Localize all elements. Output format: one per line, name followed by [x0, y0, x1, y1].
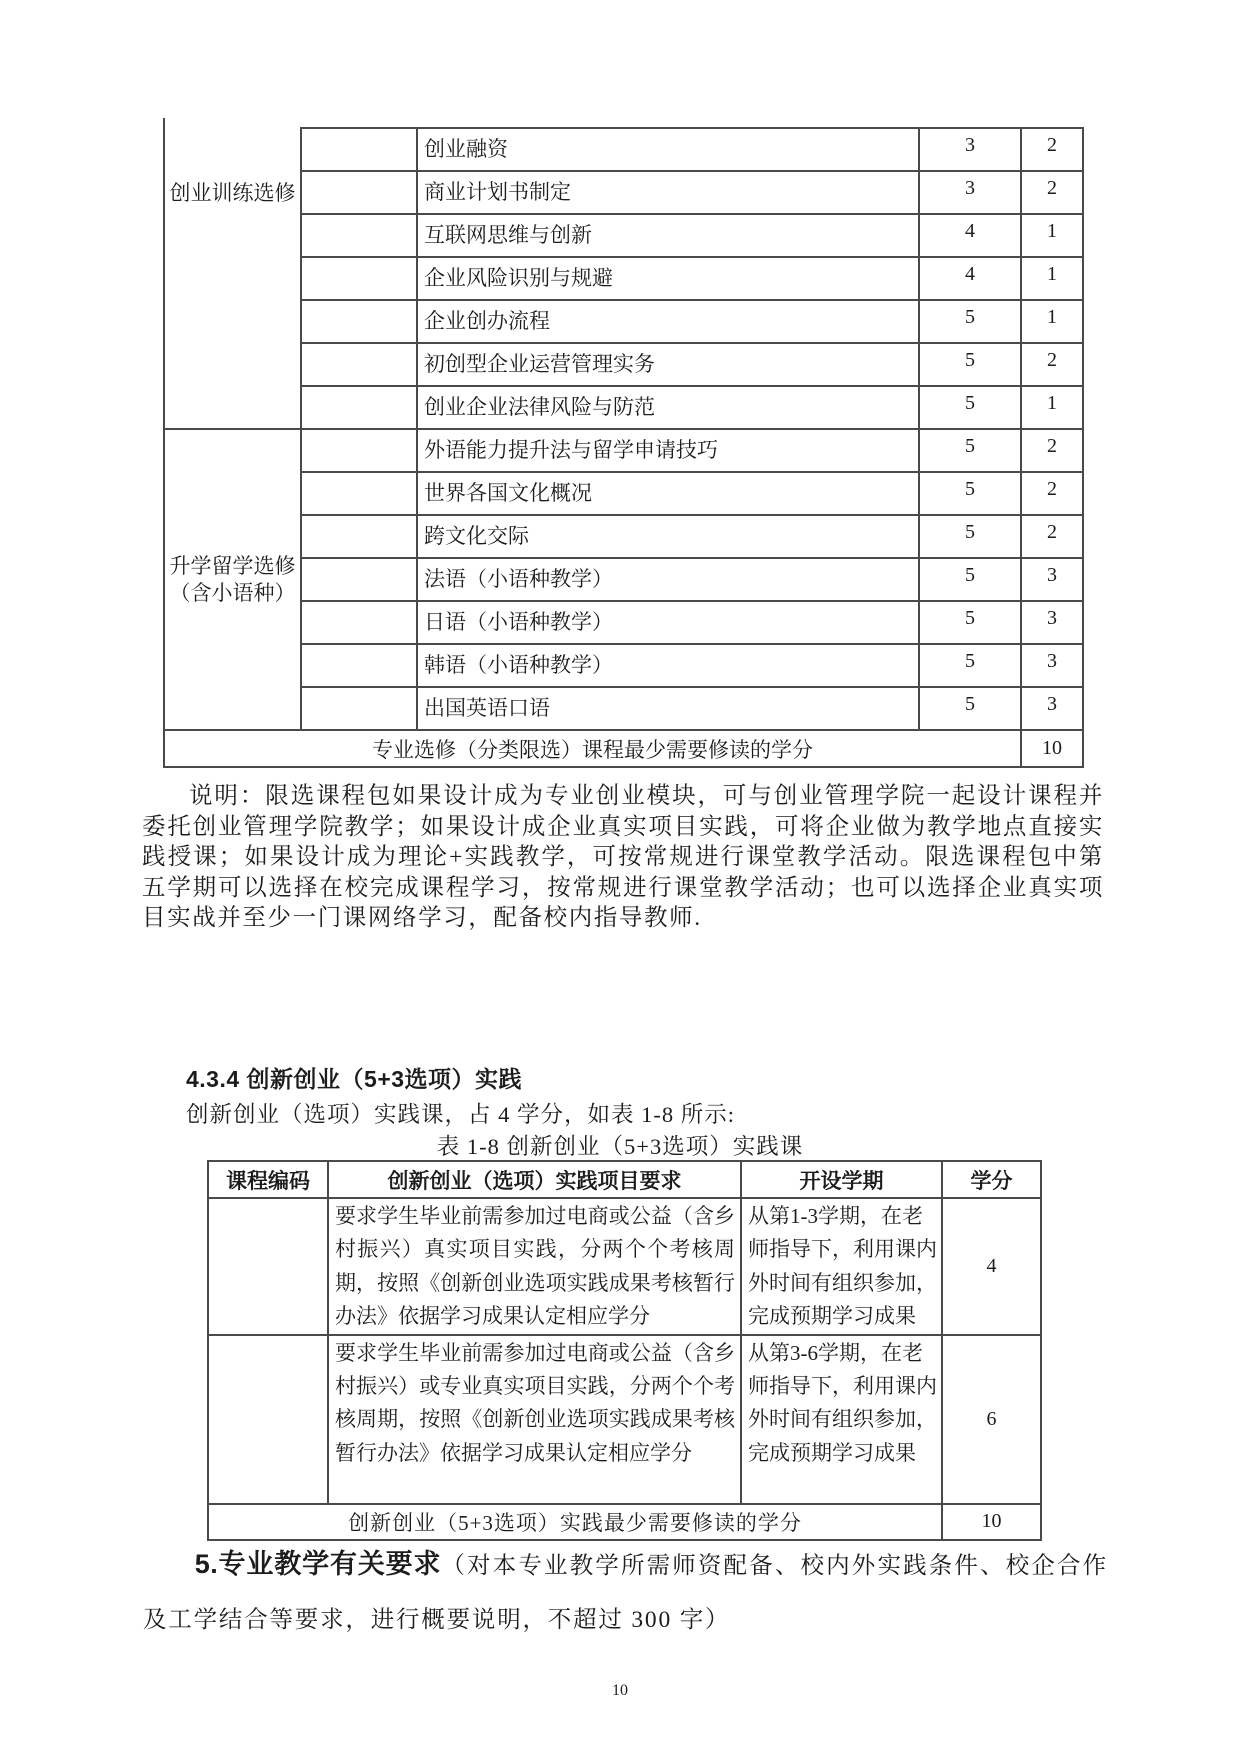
credits-cell: 1: [1021, 214, 1083, 257]
semester-cell: 5: [919, 558, 1021, 601]
course-name-cell: 企业风险识别与规避: [417, 257, 919, 300]
page-number: 10: [612, 1682, 628, 1699]
semester-cell: 5: [919, 429, 1021, 472]
course-code-cell: [301, 386, 417, 429]
credits-cell: 2: [1021, 472, 1083, 515]
table-row: [208, 1335, 1041, 1504]
section-heading-434: 4.3.4 创新创业（5+3选项）实践: [186, 1066, 523, 1092]
credits-cell: 3: [1021, 558, 1083, 601]
course-code-cell: [208, 1335, 328, 1504]
course-code-cell: [301, 687, 417, 730]
header-semester: 开设学期: [741, 1161, 942, 1198]
course-code-cell: [301, 214, 417, 257]
credits-cell: 1: [1021, 257, 1083, 300]
semester-cell: 4: [919, 257, 1021, 300]
course-name-cell: 外语能力提升法与留学申请技巧: [417, 429, 919, 472]
credits-cell: 2: [1021, 343, 1083, 386]
header-credits: 学分: [942, 1161, 1041, 1198]
credits-cell: 2: [1021, 128, 1083, 171]
course-code-cell: [301, 171, 417, 214]
semester-cell: 5: [919, 300, 1021, 343]
course-code-cell: [301, 558, 417, 601]
table-row: [164, 128, 1083, 171]
course-code-cell: [301, 644, 417, 687]
semester-cell: 4: [919, 214, 1021, 257]
table-row: [164, 300, 1083, 343]
course-name-cell: 初创型企业运营管理实务: [417, 343, 919, 386]
table-row: [164, 472, 1083, 515]
semester-cell: 从第3-6学期，在老师指导下，利用课内外时间有组织参加，完成预期学习成果: [741, 1335, 942, 1504]
credits-cell: 3: [1021, 601, 1083, 644]
course-name-cell: 创业企业法律风险与防范: [417, 386, 919, 429]
semester-cell: 5: [919, 343, 1021, 386]
course-code-cell: [208, 1198, 328, 1335]
semester-cell: 3: [919, 128, 1021, 171]
table-row: [164, 429, 1083, 472]
table-row: [164, 386, 1083, 429]
course-code-cell: [301, 472, 417, 515]
credits-cell: 3: [1021, 644, 1083, 687]
course-name-cell: 出国英语口语: [417, 687, 919, 730]
credits-cell: 1: [1021, 386, 1083, 429]
credits-cell: 2: [1021, 171, 1083, 214]
semester-cell: 5: [919, 386, 1021, 429]
semester-cell: 5: [919, 515, 1021, 558]
practice-table: [207, 1160, 1042, 1541]
semester-cell: 5: [919, 687, 1021, 730]
credits-cell: 6: [942, 1335, 1041, 1504]
summary-label-cell: 创新创业（5+3选项）实践最少需要修读的学分: [208, 1504, 942, 1540]
elective-course-table: [163, 127, 1084, 768]
summary-row: [208, 1504, 1041, 1540]
credits-cell: 2: [1021, 429, 1083, 472]
semester-cell: 从第1-3学期，在老师指导下，利用课内外时间有组织参加，完成预期学习成果: [741, 1198, 942, 1335]
table-row: [164, 257, 1083, 300]
table-row: [164, 687, 1083, 730]
section-5-title: 5.专业教学有关要求: [194, 1549, 442, 1579]
credits-cell: 4: [942, 1198, 1041, 1335]
section-434-intro: 创新创业（选项）实践课，占 4 学分，如表 1-8 所示:: [186, 1102, 735, 1127]
course-name-cell: 创业融资: [417, 128, 919, 171]
table-row: [164, 644, 1083, 687]
course-name-cell: 跨文化交际: [417, 515, 919, 558]
header-course-code: 课程编码: [208, 1161, 328, 1198]
course-name-cell: 企业创办流程: [417, 300, 919, 343]
header-requirement: 创新创业（选项）实践项目要求: [328, 1161, 741, 1198]
table-row: [164, 171, 1083, 214]
course-code-cell: [301, 300, 417, 343]
semester-cell: 5: [919, 644, 1021, 687]
course-code-cell: [301, 128, 417, 171]
category-cell: 创业训练选修: [164, 128, 301, 429]
requirement-cell: 要求学生毕业前需参加过电商或公益（含乡村振兴）或专业真实项目实践，分两个个考核周期，按照《创新创业选项实践成果考核暂行办法》依据学习成果认定相应学分: [328, 1335, 741, 1504]
summary-row: [164, 730, 1083, 767]
summary-credits-cell: 10: [1021, 730, 1083, 767]
requirement-cell: 要求学生毕业前需参加过电商或公益（含乡村振兴）真实项目实践，分两个个考核周期，按照《创新创业选项实践成果考核暂行办法》依据学习成果认定相应学分: [328, 1198, 741, 1335]
course-name-cell: 日语（小语种教学）: [417, 601, 919, 644]
table-row: [164, 343, 1083, 386]
summary-credits-cell: 10: [942, 1504, 1041, 1540]
semester-cell: 5: [919, 601, 1021, 644]
section-5-heading: [143, 1537, 1108, 1647]
credits-cell: 1: [1021, 300, 1083, 343]
course-code-cell: [301, 429, 417, 472]
semester-cell: 5: [919, 472, 1021, 515]
course-code-cell: [301, 343, 417, 386]
category-cell: 升学留学选修（含小语种）: [164, 429, 301, 730]
course-name-cell: 韩语（小语种教学）: [417, 644, 919, 687]
course-code-cell: [301, 257, 417, 300]
semester-cell: 3: [919, 171, 1021, 214]
credits-cell: 2: [1021, 515, 1083, 558]
summary-label-cell: 专业选修（分类限选）课程最少需要修读的学分: [164, 730, 1021, 767]
course-name-cell: 世界各国文化概况: [417, 472, 919, 515]
note-paragraph: 说明：限选课程包如果设计成为专业创业模块，可与创业管理学院一起设计课程并委托创业管理学院教学；如果设计成企业真实项目实践，可将企业做为教学地点直接实践授课；如果设计成为理论+实践教学，可按常规进行课堂教学活动。限选课程包中第五学期可以选择在校完成课程学习，按常规进行课堂教学活动；也可以选择企业真实项目实战并至少一门课网络学习，配备校内指导教师.: [142, 783, 1104, 932]
table-row: [164, 515, 1083, 558]
table-row: [164, 558, 1083, 601]
course-name-cell: 法语（小语种教学）: [417, 558, 919, 601]
table-row: [164, 214, 1083, 257]
credits-cell: 3: [1021, 687, 1083, 730]
course-code-cell: [301, 601, 417, 644]
table-1-8-caption: 表 1-8 创新创业（5+3选项）实践课: [436, 1134, 804, 1159]
course-name-cell: 互联网思维与创新: [417, 214, 919, 257]
table-row: [164, 601, 1083, 644]
section-5-description: （对本专业教学所需师资配备、校内外实践条件、校企合作及工学结合等要求，进行概要说明，不超过 300 字）: [143, 1553, 1108, 1633]
header-row: [208, 1161, 1041, 1198]
course-code-cell: [301, 515, 417, 558]
course-name-cell: 商业计划书制定: [417, 171, 919, 214]
table-row: [208, 1198, 1041, 1335]
